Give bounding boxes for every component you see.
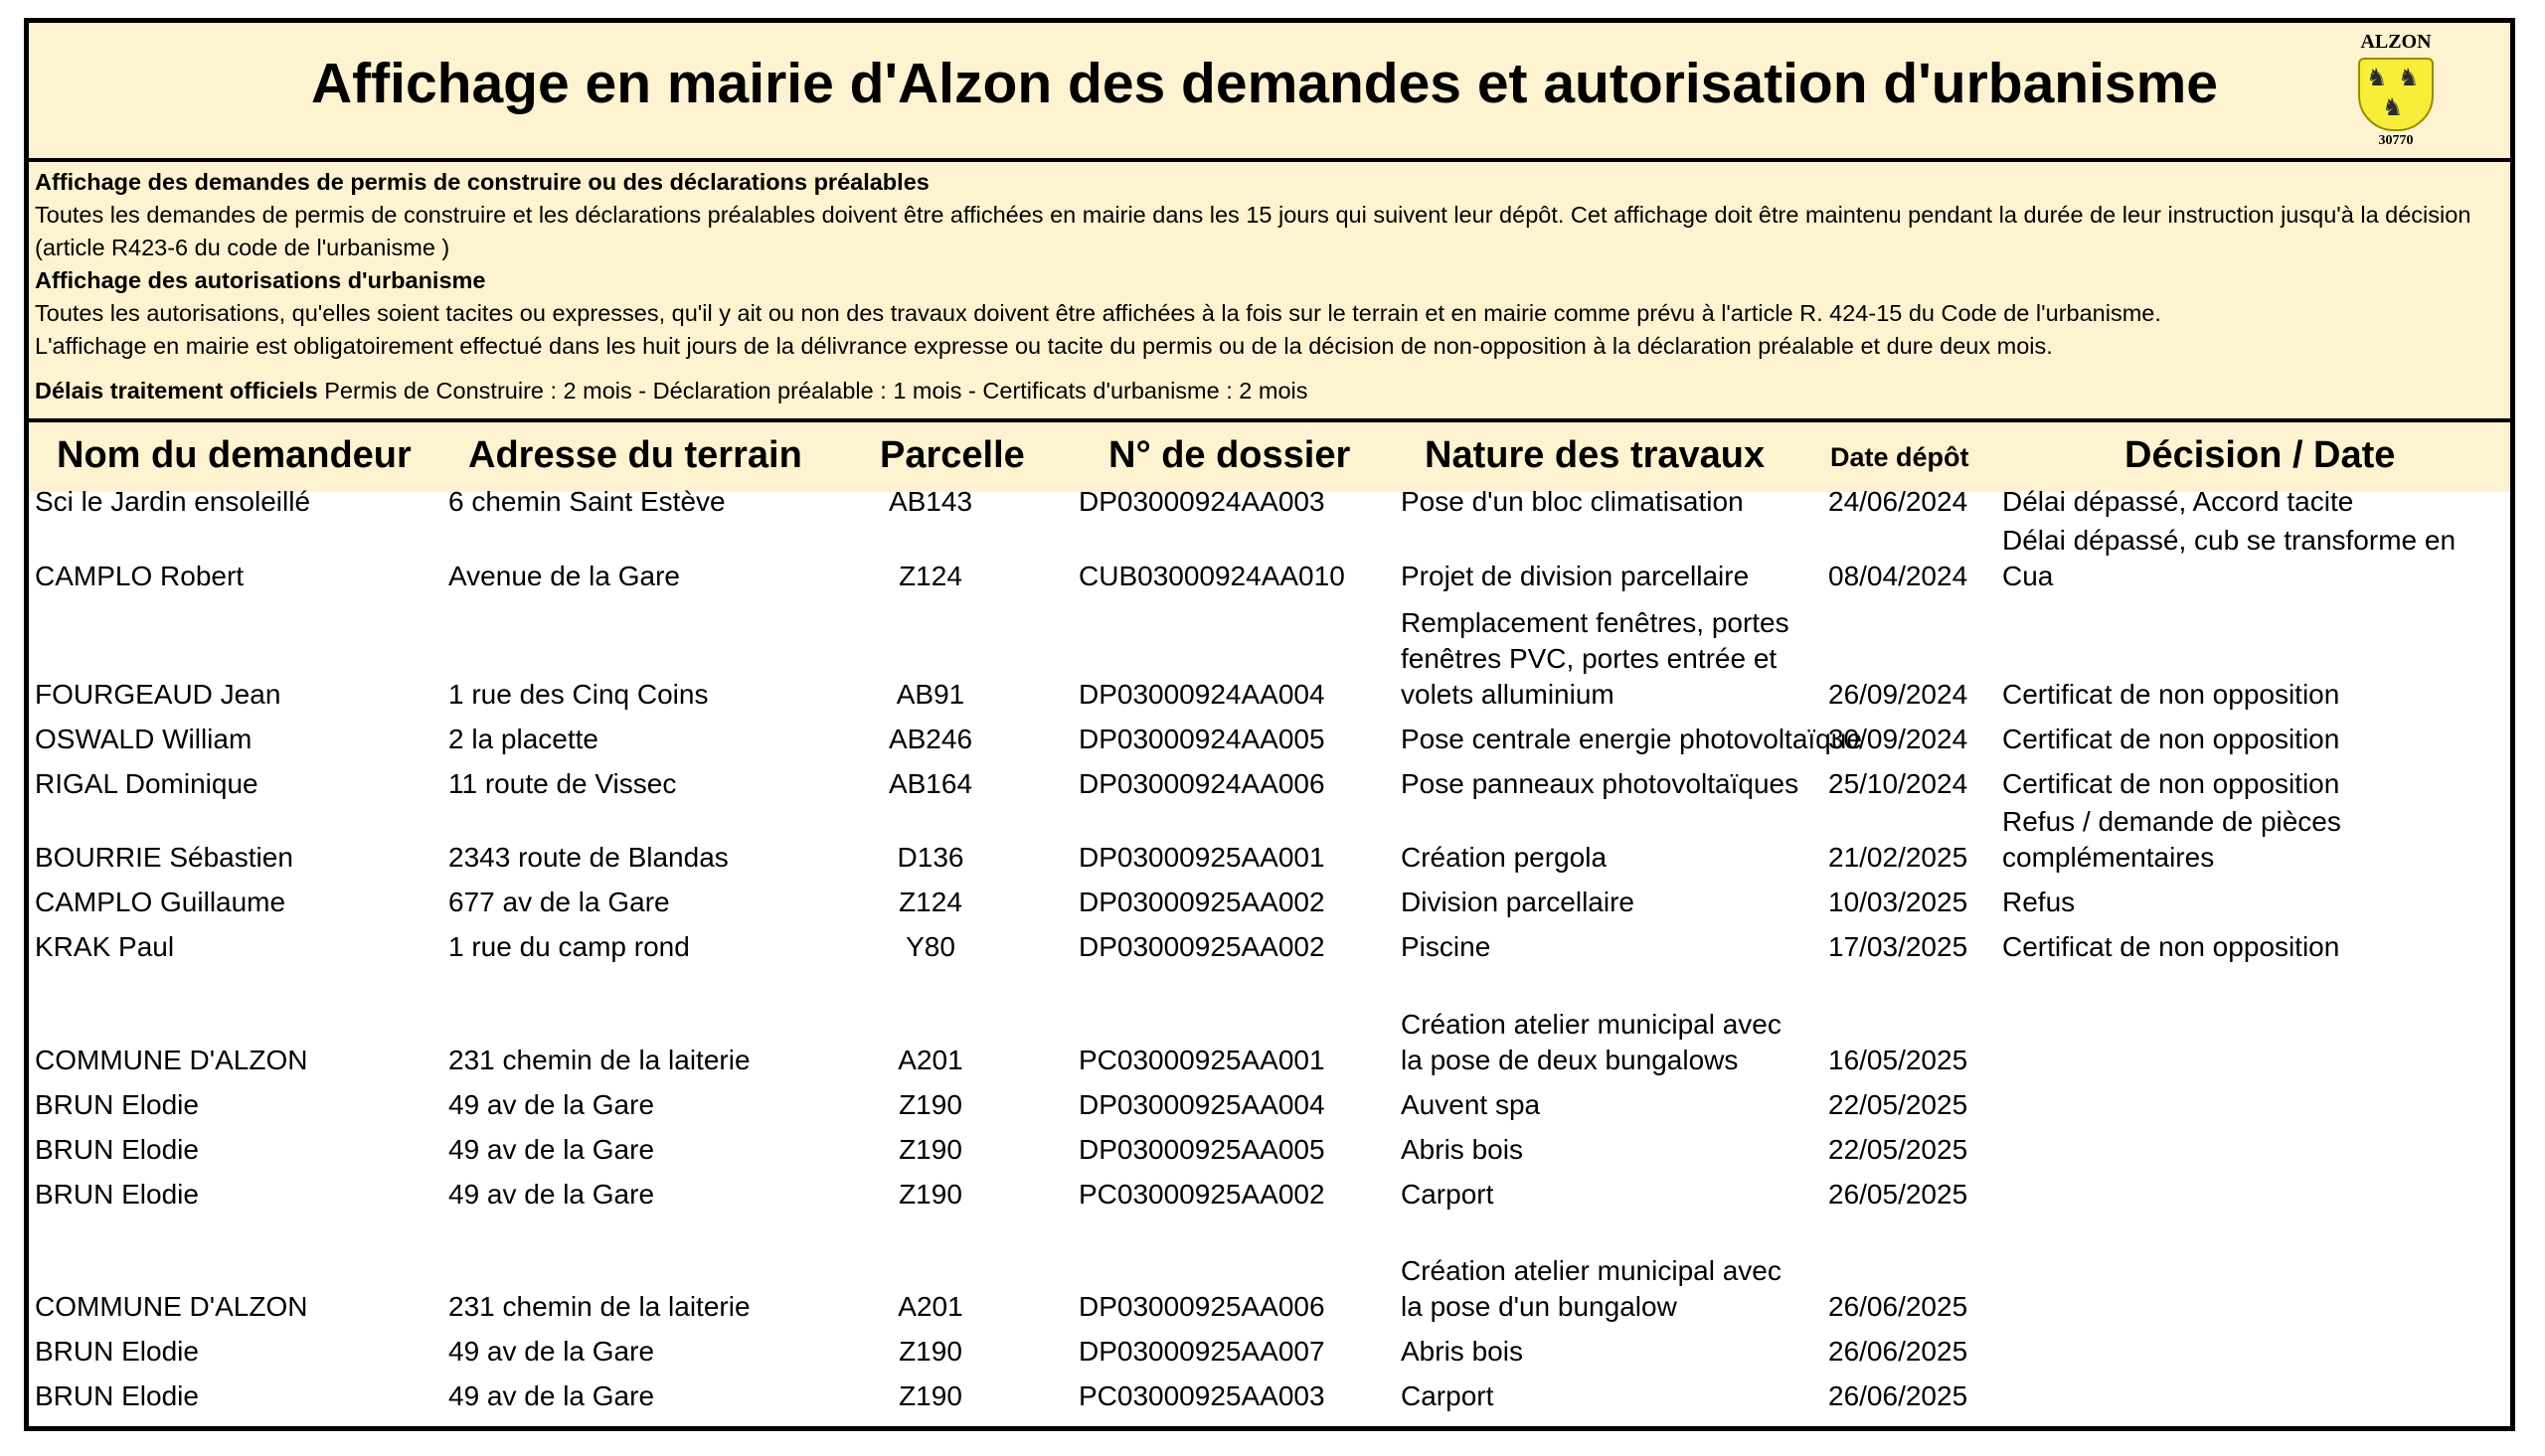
cell-name: RIGAL Dominique: [35, 768, 258, 799]
cell-file-number: DP03000925AA005: [1079, 1134, 1325, 1165]
info-panel: [29, 162, 2510, 422]
header-file-number: N° de dossier: [1108, 434, 1351, 476]
header-name: Nom du demandeur: [57, 434, 412, 476]
table-row: [29, 1173, 2510, 1213]
cell-date: 26/05/2025: [1828, 1179, 1968, 1210]
cell-date: 26/06/2025: [1828, 1380, 1968, 1411]
cell-address: 49 av de la Gare: [448, 1380, 655, 1411]
cell-date: 08/04/2024: [1828, 561, 1968, 591]
cell-file-number: DP03000924AA006: [1079, 768, 1325, 799]
cell-file-number: DP03000924AA004: [1079, 679, 1325, 710]
delais-text: Permis de Construire : 2 mois - Déclaration préalable : 1 mois - Certificats d'urbanisme : 2 mois: [317, 378, 1308, 404]
cell-parcel: A201: [898, 1291, 963, 1322]
cell-file-number: DP03000925AA004: [1079, 1089, 1325, 1120]
cell-nature: Piscine: [1401, 931, 1491, 962]
cell-address: 11 route de Vissec: [448, 768, 677, 799]
cell-file-number: DP03000925AA002: [1079, 887, 1325, 917]
cell-nature: Projet de division parcellaire: [1401, 561, 1750, 591]
info-delais: [35, 375, 2502, 407]
cell-nature: Remplacement fenêtres, portes fenêtres PVC, portes entrée et volets alluminium: [1401, 607, 1789, 710]
cell-date: 16/05/2025: [1828, 1045, 1968, 1075]
delais-label: Délais traitement officiels: [35, 378, 318, 404]
cell-address: 231 chemin de la laiterie: [448, 1045, 751, 1075]
cell-decision: Certificat de non opposition: [2002, 724, 2340, 754]
cell-nature: Pose d'un bloc climatisation: [1401, 486, 1744, 517]
cell-name: KRAK Paul: [35, 931, 175, 962]
cell-parcel: AB164: [888, 768, 973, 799]
cell-name: CAMPLO Guillaume: [35, 887, 286, 917]
cell-file-number: DP03000925AA007: [1079, 1336, 1325, 1367]
cell-decision: Refus / demande de pièces complémentaires: [2002, 806, 2341, 873]
cell-address: 2343 route de Blandas: [448, 842, 729, 873]
table-row: [29, 806, 2510, 876]
cell-date: 21/02/2025: [1828, 842, 1968, 873]
cell-date: 22/05/2025: [1828, 1134, 1968, 1165]
cell-parcel: Z190: [899, 1134, 962, 1165]
table-row: [29, 1009, 2510, 1078]
cell-date: 10/03/2025: [1828, 887, 1968, 917]
cell-address: Avenue de la Gare: [448, 561, 680, 591]
cell-file-number: PC03000925AA001: [1079, 1045, 1325, 1075]
table-row: [29, 525, 2510, 594]
table-row: [29, 762, 2510, 802]
cell-name: BRUN Elodie: [35, 1179, 199, 1210]
info-text-demandes: Toutes les demandes de permis de construire et les déclarations préalables doivent être affichées en mairie dans les 15 jours qui suivent leur dépôt. Cet affichage doit être maintenu pendant la durée de leur instruction jusqu'à la décision (article R423-6 du code de l'urbanisme ): [35, 202, 2471, 260]
cell-nature: Abris bois: [1401, 1336, 1523, 1367]
cell-file-number: DP03000925AA006: [1079, 1291, 1325, 1322]
cell-parcel: Y80: [906, 931, 955, 962]
cell-nature: Création atelier municipal avec la pose d'un bungalow: [1401, 1255, 1782, 1322]
cell-parcel: Z124: [899, 887, 962, 917]
cell-address: 49 av de la Gare: [448, 1089, 655, 1120]
cell-address: 231 chemin de la laiterie: [448, 1291, 751, 1322]
cell-name: BOURRIE Sébastien: [35, 842, 293, 873]
cell-address: 677 av de la Gare: [448, 887, 670, 917]
table-row: [29, 925, 2510, 965]
cell-date: 26/09/2024: [1828, 679, 1968, 710]
cell-parcel: A201: [898, 1045, 963, 1075]
cell-file-number: PC03000925AA002: [1079, 1179, 1325, 1210]
cell-address: 49 av de la Gare: [448, 1134, 655, 1165]
table-row: [29, 480, 2510, 520]
cell-decision: Certificat de non opposition: [2002, 931, 2340, 962]
cell-name: Sci le Jardin ensoleillé: [35, 486, 311, 517]
cell-decision: Délai dépassé, Accord tacite: [2002, 486, 2354, 517]
cell-decision: Certificat de non opposition: [2002, 679, 2340, 710]
cell-nature: Carport: [1401, 1179, 1494, 1210]
cell-address: 49 av de la Gare: [448, 1336, 655, 1367]
cell-nature: Pose centrale energie photovoltaïque: [1401, 724, 1862, 754]
cell-decision: Certificat de non opposition: [2002, 768, 2340, 799]
cell-nature: Création atelier municipal avec la pose de deux bungalows: [1401, 1009, 1782, 1075]
info-text-autorisations: Toutes les autorisations, qu'elles soient tacites ou expresses, qu'il y ait ou non des travaux doivent être affichées à la fois sur le terrain et en mairie comme prévu à l'article R. 424-15 du Code de l'urbanisme.: [35, 300, 2161, 326]
cell-date: 24/06/2024: [1828, 486, 1968, 517]
table-row: [29, 1128, 2510, 1168]
title-bar: [29, 23, 2510, 162]
cell-nature: Pose panneaux photovoltaïques: [1401, 768, 1799, 799]
table-row: [29, 1083, 2510, 1123]
header-address: Adresse du terrain: [468, 434, 802, 476]
info-heading-demandes: Affichage des demandes de permis de construire ou des déclarations préalables: [35, 169, 930, 195]
info-heading-autorisations: Affichage des autorisations d'urbanisme: [35, 267, 486, 293]
header-parcel: Parcelle: [880, 434, 1025, 476]
cell-name: BRUN Elodie: [35, 1134, 199, 1165]
table-row: [29, 1330, 2510, 1370]
info-text-affichage: L'affichage en mairie est obligatoirement effectué dans les huit jours de la délivrance expresse ou tacite du permis ou de la décision de non-opposition à la déclaration préalable et dure deux mois.: [35, 333, 2053, 359]
table-row: [29, 1255, 2510, 1325]
cell-file-number: PC03000925AA003: [1079, 1380, 1325, 1411]
header-decision: Décision / Date: [2124, 434, 2396, 476]
cell-file-number: DP03000925AA001: [1079, 842, 1325, 873]
cell-decision: Délai dépassé, cub se transforme en Cua: [2002, 525, 2457, 591]
cell-nature: Abris bois: [1401, 1134, 1523, 1165]
cell-file-number: CUB03000924AA010: [1079, 561, 1345, 591]
cell-parcel: Z124: [899, 561, 962, 591]
cell-file-number: DP03000924AA003: [1079, 486, 1325, 517]
cell-nature: Carport: [1401, 1380, 1494, 1411]
cell-parcel: Z190: [899, 1336, 962, 1367]
cell-file-number: DP03000924AA005: [1079, 724, 1325, 754]
cell-date: 30/09/2024: [1828, 724, 1968, 754]
cell-address: 6 chemin Saint Estève: [448, 486, 726, 517]
cell-decision: Refus: [2002, 887, 2076, 917]
cell-name: COMMUNE D'ALZON: [35, 1291, 308, 1322]
table-row: [29, 607, 2510, 713]
cell-nature: Création pergola: [1401, 842, 1608, 873]
table-row: [29, 881, 2510, 920]
cell-parcel: AB246: [888, 724, 973, 754]
cell-file-number: DP03000925AA002: [1079, 931, 1325, 962]
logo-name: ALZON: [2360, 31, 2432, 53]
header-date: Date dépôt: [1830, 442, 1969, 472]
notice-sheet: [24, 18, 2515, 1431]
cell-name: CAMPLO Robert: [35, 561, 245, 591]
table-row: [29, 718, 2510, 757]
cell-parcel: Z190: [899, 1089, 962, 1120]
alzon-coat-of-arms-logo: [2341, 31, 2451, 154]
cell-address: 1 rue du camp rond: [448, 931, 690, 962]
page-title: Affichage en mairie d'Alzon des demandes et autorisation d'urbanisme: [310, 52, 2219, 115]
logo-postcode: 30770: [2378, 133, 2414, 148]
cell-date: 26/06/2025: [1828, 1336, 1968, 1367]
cell-parcel: AB91: [896, 679, 965, 710]
cell-name: BRUN Elodie: [35, 1336, 199, 1367]
cell-date: 22/05/2025: [1828, 1089, 1968, 1120]
cell-address: 1 rue des Cinq Coins: [448, 679, 709, 710]
cell-parcel: Z190: [899, 1380, 962, 1411]
cell-date: 17/03/2025: [1828, 931, 1968, 962]
cell-nature: Auvent spa: [1401, 1089, 1541, 1120]
shield-icon: ♞ ♞ ♞: [2358, 58, 2434, 131]
cell-address: 49 av de la Gare: [448, 1179, 655, 1210]
cell-date: 25/10/2024: [1828, 768, 1968, 799]
cell-address: 2 la placette: [448, 724, 598, 754]
header-nature: Nature des travaux: [1425, 434, 1766, 476]
cell-name: BRUN Elodie: [35, 1089, 199, 1120]
cell-name: COMMUNE D'ALZON: [35, 1045, 308, 1075]
cell-parcel: D136: [897, 842, 964, 873]
table-row: [29, 1375, 2510, 1414]
cell-name: FOURGEAUD Jean: [35, 679, 281, 710]
cell-parcel: AB143: [888, 486, 973, 517]
cell-parcel: Z190: [899, 1179, 962, 1210]
cell-name: BRUN Elodie: [35, 1380, 199, 1411]
cell-nature: Division parcellaire: [1401, 887, 1634, 917]
cell-name: OSWALD William: [35, 724, 253, 754]
cell-date: 26/06/2025: [1828, 1291, 1968, 1322]
